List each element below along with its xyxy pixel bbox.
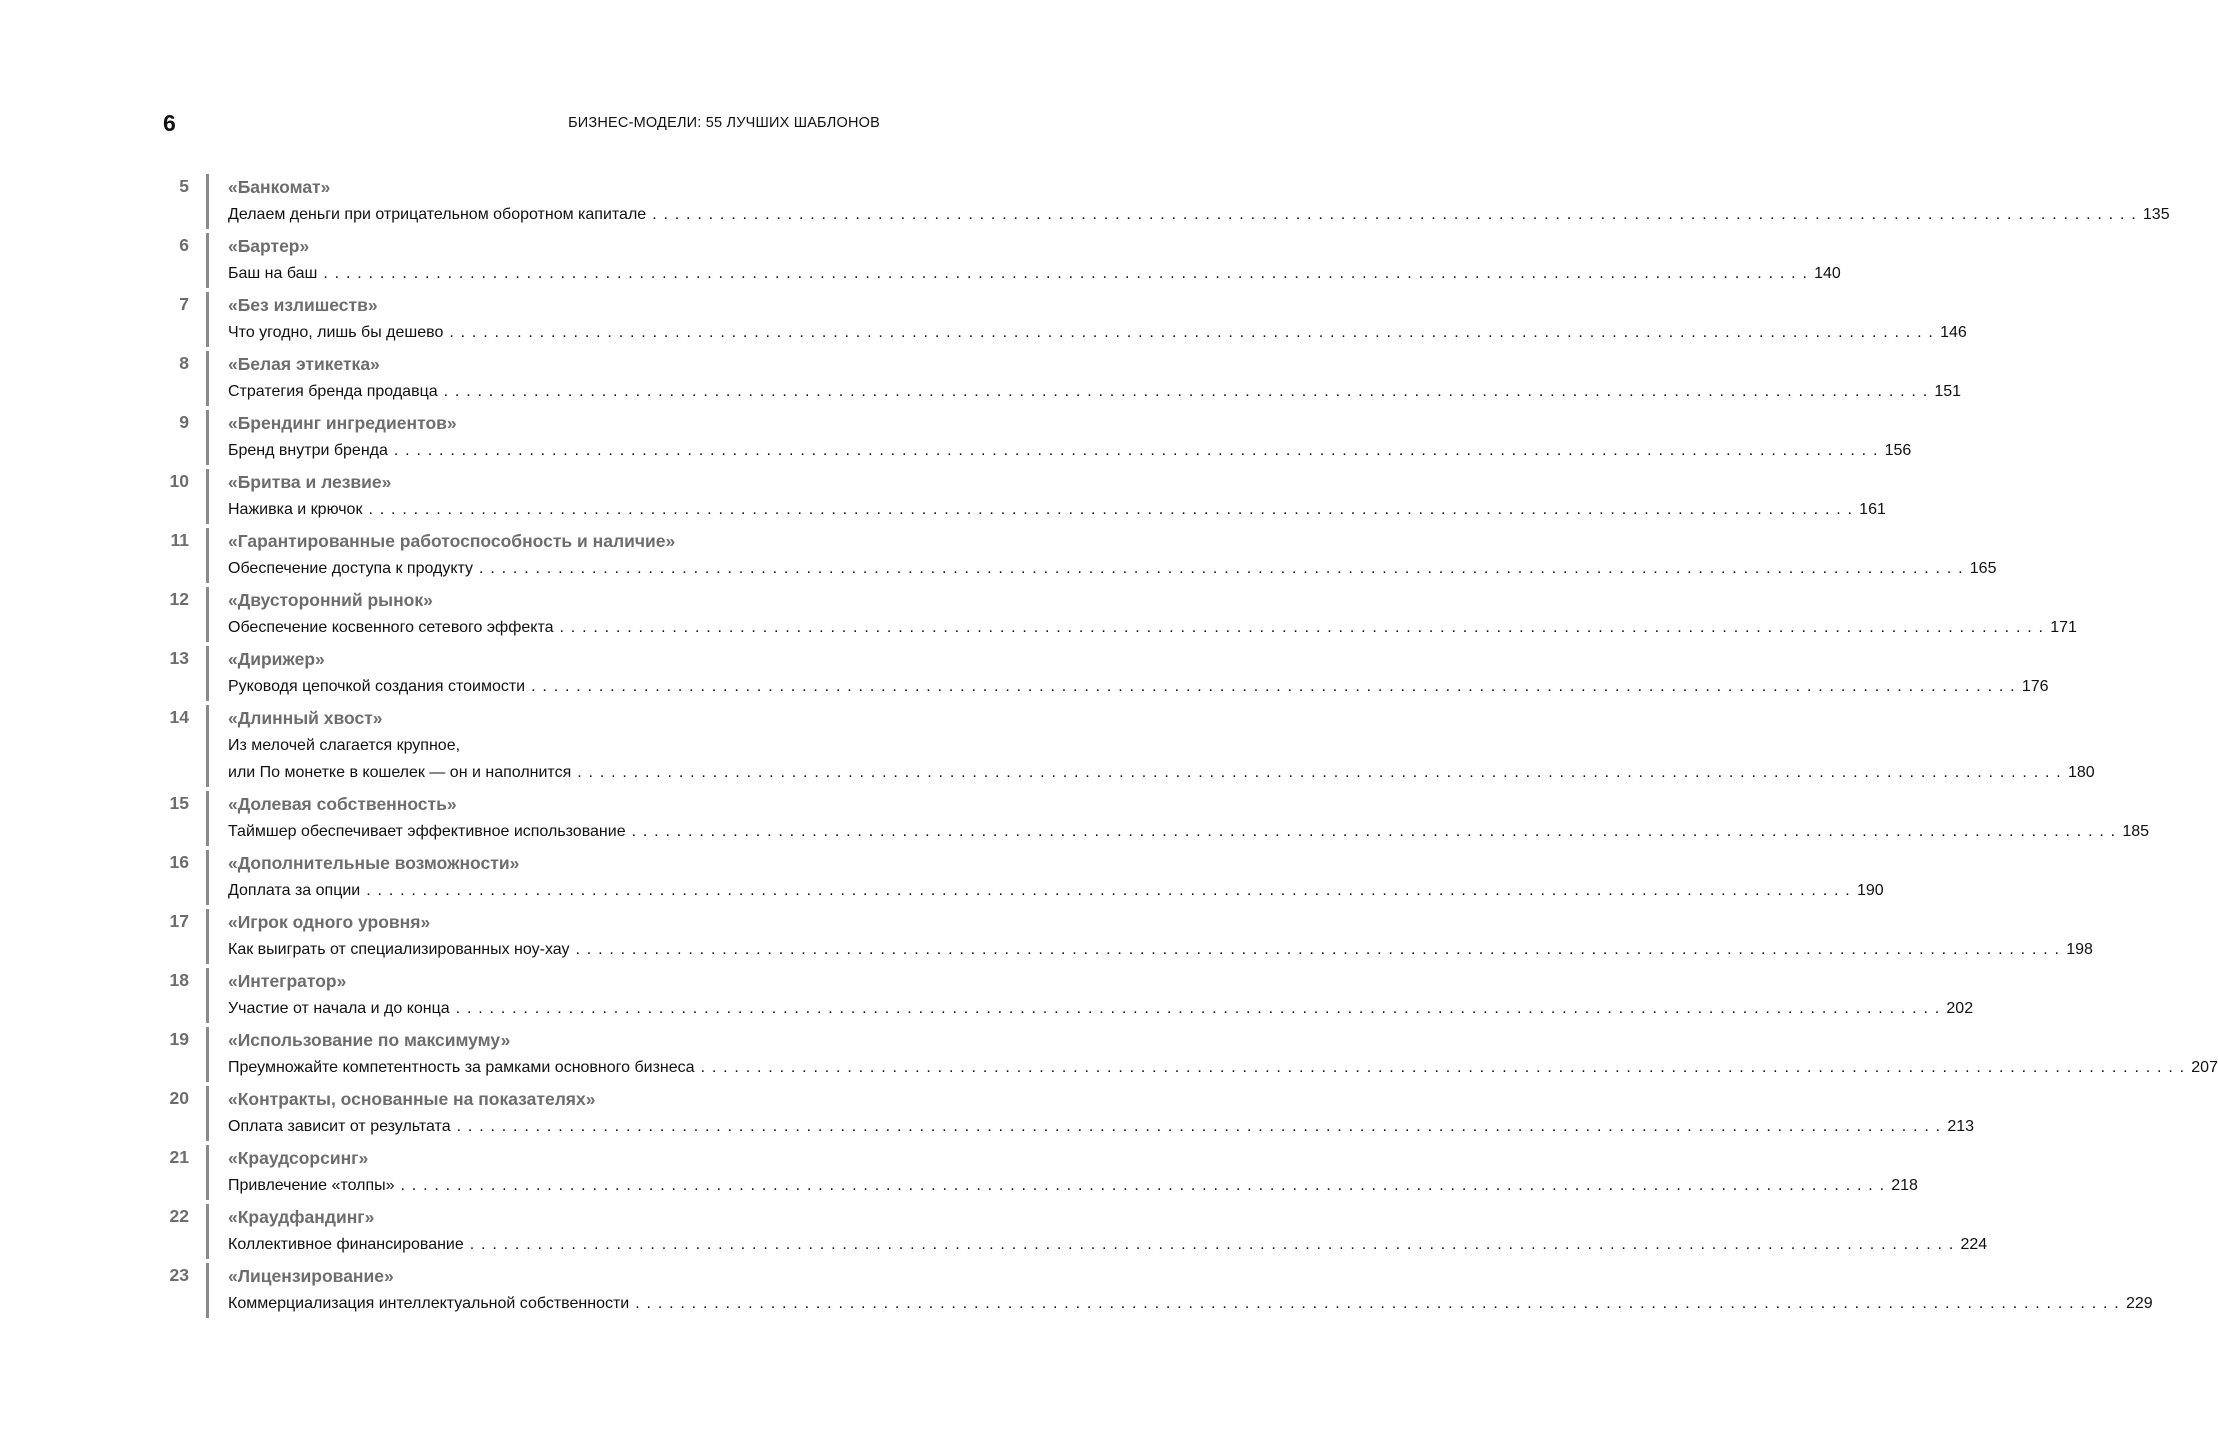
toc-entry-page: 176 — [2021, 678, 2049, 695]
toc-entry[interactable] — [160, 968, 1974, 1023]
toc-entry[interactable] — [160, 528, 1997, 583]
toc-entry-subtitle-line — [228, 673, 2049, 700]
dot-leader — [449, 319, 1934, 346]
toc-entry-subtitle-line — [228, 1231, 1987, 1258]
toc-entry-subtitle-line — [228, 1054, 2218, 1081]
toc-entry-page: 198 — [2066, 941, 2093, 958]
toc-entry-title: «Дополнительные возможности» — [228, 853, 520, 873]
toc-entry-number: 17 — [169, 911, 189, 931]
toc-entry-body — [206, 1086, 1974, 1141]
toc-entry-body — [206, 587, 2077, 642]
toc-entry-body — [206, 705, 2095, 787]
toc-entry-page: 180 — [2067, 764, 2095, 781]
dot-leader — [635, 1290, 2120, 1317]
dot-leader — [456, 995, 1941, 1022]
toc-entry-subtitle-line — [228, 936, 2093, 963]
toc-entry-body — [206, 909, 2093, 964]
toc-entry-page: 156 — [1884, 442, 1912, 459]
toc-entry-title: «Белая этикетка» — [228, 354, 380, 374]
toc-entry-page: 171 — [2050, 619, 2077, 636]
toc-entry-page: 135 — [2142, 206, 2170, 223]
toc-entry[interactable] — [160, 850, 1884, 905]
toc-entry-subtitle-line — [228, 995, 1973, 1022]
toc-entry[interactable] — [160, 705, 2095, 787]
dot-leader — [470, 1231, 1955, 1258]
toc-entry-page: 165 — [1969, 560, 1997, 577]
toc-entry-subtitle-line — [228, 818, 2149, 845]
toc-entry-subtitle: Привлечение «толпы» — [228, 1177, 395, 1194]
toc-entry-title: «Без излишеств» — [228, 295, 378, 315]
toc-entry-subtitle-line — [228, 555, 1996, 582]
toc-entry-page: 146 — [1940, 324, 1967, 341]
toc-entry-body — [206, 968, 1973, 1023]
toc-entry-subtitle: Наживка и крючок — [228, 501, 363, 518]
toc-entry-number: 22 — [169, 1206, 189, 1226]
toc-entry-subtitle: или По монетке в кошелек — он и наполнится — [228, 764, 572, 781]
toc-entry-number: 11 — [170, 530, 189, 550]
toc-entry[interactable] — [160, 1086, 1975, 1141]
toc-entry-subtitle: Обеспечение косвенного сетевого эффекта — [228, 619, 554, 636]
toc-entry-subtitle: Делаем деньги при отрицательном оборотном капитале — [228, 206, 647, 223]
toc-entry-number: 7 — [179, 294, 189, 314]
toc-entry-body — [206, 292, 1967, 347]
table-of-contents — [160, 174, 2218, 1322]
toc-entry-page: 207 — [2191, 1059, 2218, 1076]
toc-entry-number: 19 — [169, 1029, 189, 1049]
toc-entry-subtitle-line — [228, 496, 1886, 523]
toc-entry-title: «Игрок одного уровня» — [228, 912, 431, 932]
toc-entry-subtitle: Обеспечение доступа к продукту — [228, 560, 474, 577]
toc-entry-number: 6 — [179, 235, 189, 255]
toc-entry-number: 9 — [179, 412, 189, 432]
toc-entry[interactable] — [160, 1263, 2153, 1318]
toc-entry[interactable] — [160, 791, 2150, 846]
toc-entry-body — [206, 469, 1886, 524]
toc-entry[interactable] — [160, 410, 1912, 465]
toc-entry-subtitle: Стратегия бренда продавца — [228, 383, 438, 400]
toc-entry-number: 8 — [179, 353, 189, 373]
toc-entry-body — [206, 1263, 2153, 1318]
toc-entry[interactable] — [160, 1145, 1918, 1200]
toc-entry-body — [206, 1145, 1918, 1200]
toc-entry-title: «Бартер» — [228, 236, 310, 256]
toc-entry-subtitle-line — [228, 759, 2095, 786]
toc-entry[interactable] — [160, 292, 1967, 347]
toc-entry-page: 161 — [1859, 501, 1886, 518]
dot-leader — [444, 378, 1929, 405]
toc-entry-title: «Дирижер» — [228, 649, 325, 669]
dot-leader — [394, 437, 1879, 464]
toc-entry-body — [206, 528, 1996, 583]
toc-entry-subtitle-line — [228, 1290, 2153, 1317]
toc-entry-subtitle: Баш на баш — [228, 265, 318, 282]
toc-entry-title: «Лицензирование» — [228, 1266, 394, 1286]
toc-entry-subtitle-line — [228, 1113, 1974, 1140]
toc-entry-title: «Банкомат» — [228, 177, 331, 197]
toc-entry-subtitle-line — [228, 1172, 1918, 1199]
toc-entry-page: 185 — [2122, 823, 2150, 840]
toc-entry-number: 15 — [169, 793, 189, 813]
toc-entry-title: «Брендинг ингредиентов» — [228, 413, 457, 433]
toc-entry-body — [206, 233, 1841, 288]
toc-entry-page: 224 — [1960, 1236, 1988, 1253]
toc-entry-subtitle-line — [228, 319, 1967, 346]
toc-entry-title: «Гарантированные работоспособность и наличие» — [228, 531, 676, 551]
toc-entry[interactable] — [160, 587, 2077, 642]
toc-entry-title: «Контракты, основанные на показателях» — [228, 1089, 596, 1109]
dot-leader — [701, 1054, 2186, 1081]
toc-entry[interactable] — [160, 1204, 1988, 1259]
toc-entry-body — [206, 791, 2149, 846]
toc-entry-title: «Интегратор» — [228, 971, 347, 991]
toc-entry-title: «Долевая собственность» — [228, 794, 457, 814]
toc-entry-subtitle: Таймшер обеспечивает эффективное использование — [228, 823, 626, 840]
dot-leader — [632, 818, 2117, 845]
toc-entry-subtitle-line — [228, 378, 1961, 405]
toc-entry-subtitle: Оплата зависит от результата — [228, 1118, 451, 1135]
toc-entry-number: 5 — [179, 176, 189, 196]
toc-entry-title: «Длинный хвост» — [228, 708, 383, 728]
toc-entry[interactable] — [160, 909, 2093, 964]
toc-entry-number: 14 — [169, 707, 189, 727]
toc-entry[interactable] — [160, 233, 1841, 288]
toc-entry-body — [206, 351, 1961, 406]
toc-entry[interactable] — [160, 351, 1962, 406]
toc-entry-number: 10 — [169, 471, 189, 491]
dot-leader — [577, 759, 2062, 786]
toc-entry[interactable] — [160, 174, 2170, 229]
dot-leader — [479, 555, 1964, 582]
toc-entry-number: 18 — [169, 970, 189, 990]
toc-entry-number: 16 — [169, 852, 189, 872]
toc-entry[interactable] — [160, 469, 1886, 524]
toc-entry-title: «Краудфандинг» — [228, 1207, 375, 1227]
toc-entry-page: 190 — [1856, 882, 1884, 899]
toc-entry-subtitle: Бренд внутри бренда — [228, 442, 388, 459]
toc-entry-body — [206, 1204, 1987, 1259]
toc-entry-number: 23 — [169, 1265, 189, 1285]
toc-entry-subtitle: Доплата за опции — [228, 882, 361, 899]
dot-leader — [366, 877, 1851, 904]
toc-entry-number: 12 — [169, 589, 189, 609]
dot-leader — [368, 496, 1853, 523]
toc-entry-title: «Двусторонний рынок» — [228, 590, 433, 610]
toc-entry-subtitle: Руководя цепочкой создания стоимости — [228, 678, 526, 695]
toc-entry-page: 202 — [1946, 1000, 1974, 1017]
toc-entry-subtitle-line-wrap — [228, 732, 2095, 759]
toc-entry-number: 20 — [169, 1088, 189, 1108]
toc-entry-title: «Использование по максимуму» — [228, 1030, 511, 1050]
toc-entry-body — [206, 174, 2170, 229]
dot-leader — [401, 1172, 1886, 1199]
dot-leader — [457, 1113, 1942, 1140]
toc-entry-page: 213 — [1947, 1118, 1975, 1135]
toc-entry-page: 140 — [1814, 265, 1841, 282]
toc-entry-subtitle-line — [228, 260, 1841, 287]
toc-entry-number: 21 — [169, 1147, 189, 1167]
toc-entry-subtitle: Коммерциализация интеллектуальной собственности — [228, 1295, 630, 1312]
dot-leader — [559, 614, 2044, 641]
toc-entry-body — [206, 410, 1911, 465]
toc-entry-subtitle: Что угодно, лишь бы дешево — [228, 324, 444, 341]
toc-entry-subtitle: Коллективное финансирование — [228, 1236, 464, 1253]
toc-entry-page: 229 — [2125, 1295, 2153, 1312]
page-number: 6 — [163, 110, 176, 136]
toc-entry[interactable] — [160, 646, 2049, 701]
toc-entry-page: 218 — [1891, 1177, 1918, 1194]
toc-entry-subtitle: Участие от начала и до конца — [228, 1000, 450, 1017]
toc-entry[interactable] — [160, 1027, 2218, 1082]
toc-entry-page: 151 — [1934, 383, 1962, 400]
toc-entry-subtitle: Преумножайте компетентность за рамками основного бизнеса — [228, 1059, 695, 1076]
dot-leader — [575, 936, 2060, 963]
toc-entry-title: «Краудсорсинг» — [228, 1148, 369, 1168]
dot-leader — [531, 673, 2016, 700]
toc-entry-subtitle: Из мелочей слагается крупное, — [228, 737, 461, 754]
toc-entry-body — [206, 646, 2049, 701]
toc-entry-body — [206, 850, 1884, 905]
dot-leader — [652, 201, 2137, 228]
toc-entry-subtitle-line — [228, 614, 2077, 641]
toc-entry-number: 13 — [169, 648, 189, 668]
toc-entry-subtitle-line — [228, 877, 1884, 904]
dot-leader — [323, 260, 1808, 287]
running-header: БИЗНЕС-МОДЕЛИ: 55 ЛУЧШИХ ШАБЛОНОВ — [568, 115, 880, 131]
toc-entry-subtitle-line — [228, 437, 1911, 464]
toc-entry-subtitle-line — [228, 201, 2170, 228]
toc-entry-title: «Бритва и лезвие» — [228, 472, 392, 492]
toc-entry-body — [206, 1027, 2218, 1082]
toc-entry-subtitle: Как выиграть от специализированных ноу-хау — [228, 941, 570, 958]
